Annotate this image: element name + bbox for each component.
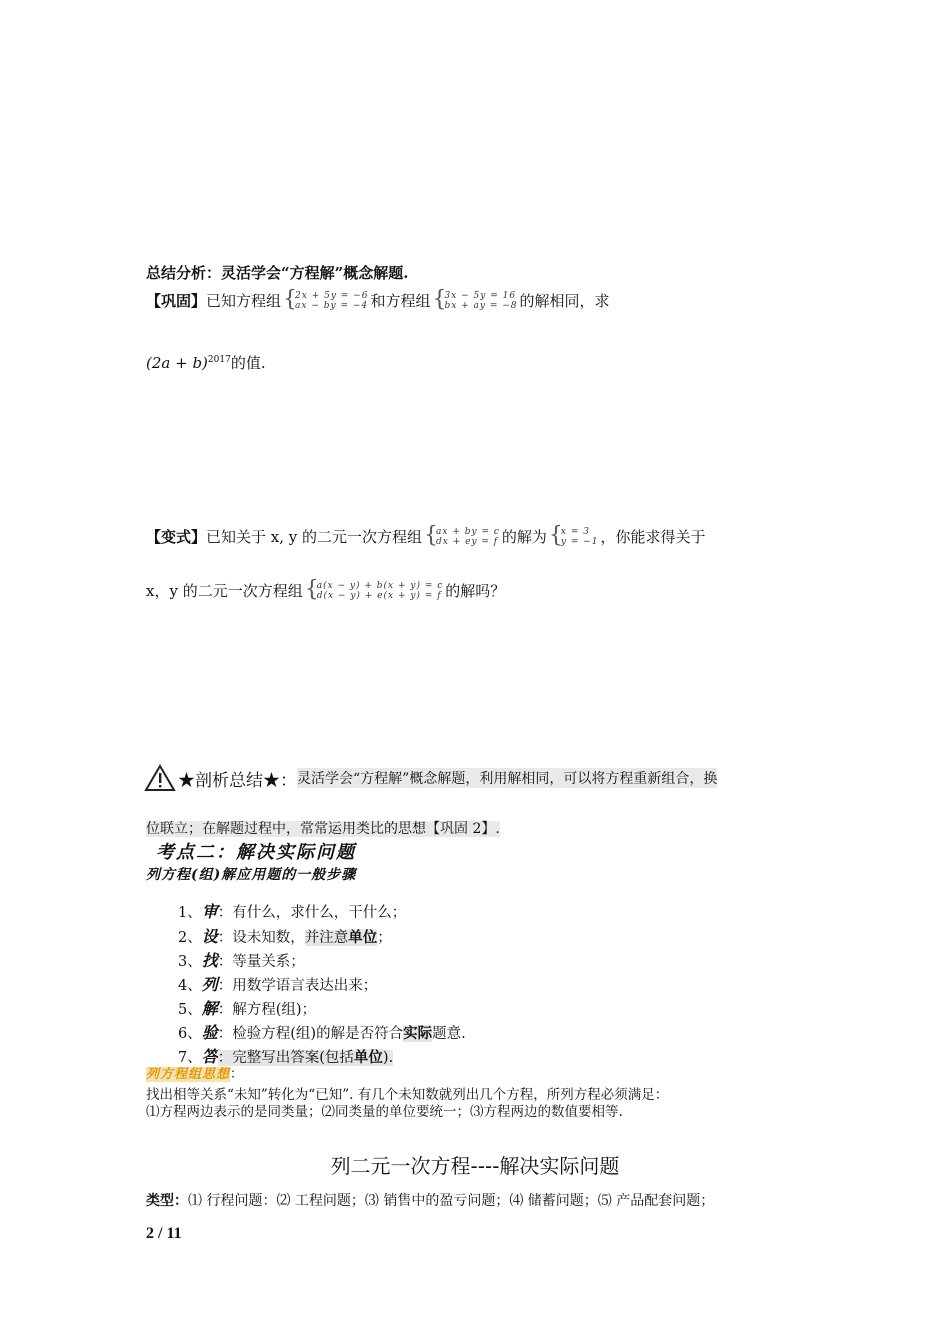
equation-system-4	[549, 527, 599, 547]
warning-icon	[144, 764, 176, 792]
kaodian2-title: 考点二：解决实际问题	[156, 842, 356, 863]
section-heading: 列二元一次方程----解决实际问题	[330, 1154, 620, 1178]
equation-row: d(x − y) + e(x + y) = f	[316, 590, 442, 601]
page-number: 2 / 11	[146, 1225, 182, 1242]
expr-tail: 的值.	[230, 354, 266, 372]
bianshi-line2-a: x，y 的二元一次方程组	[146, 582, 303, 600]
gonggu-problem	[146, 290, 610, 311]
bianshi-text-1: 已知关于 x, y 的二元一次方程组	[206, 528, 423, 546]
equation-system-2	[432, 291, 517, 311]
analysis-label: ★剖析总结★：	[178, 770, 297, 791]
step-highlight: 并注意	[304, 930, 349, 946]
types-text: ⑴ 行程问题：⑵ 工程问题；⑶ 销售中的盈亏问题；⑷ 储蓄问题；⑸ 产品配套问题；	[188, 1193, 715, 1209]
step-number: 7、	[178, 1050, 202, 1066]
types-label: 类型：	[146, 1193, 188, 1209]
analysis-text-1: 灵活学会“方程解”概念解题，利用解相同，可以将方程重新组合，换	[297, 768, 717, 788]
step-key: 设	[201, 927, 218, 946]
bianshi-tag: 【变式】	[146, 528, 207, 546]
step-item	[178, 1020, 466, 1043]
equation-row: y = −1	[560, 536, 599, 547]
step-text-post: ).	[382, 1050, 394, 1066]
analysis-line-1	[144, 764, 717, 792]
step-bold: 单位	[353, 1049, 383, 1066]
thinking-title-row	[146, 1063, 243, 1082]
step-text: ：完整写出答案(包括	[217, 1050, 354, 1066]
step-text: ：等量关系；	[217, 954, 305, 970]
analysis-line-2	[146, 818, 500, 838]
equation-system-3	[424, 527, 500, 547]
expr-base: (2a + b)	[146, 354, 208, 372]
thinking-line-2: ⑴方程两边表示的是同类量；⑵同类量的单位要统一；⑶方程两边的数值要相等.	[146, 1104, 623, 1120]
equation-row: ax − by = −4	[295, 300, 369, 311]
bianshi-line-2	[146, 580, 505, 601]
gonggu-text-2: 和方程组	[370, 292, 431, 310]
step-text-post: 题意.	[432, 1026, 466, 1042]
bianshi-line2-b: 的解吗？	[445, 582, 506, 600]
equation-row: { a(x − y) + b(x + y) = c	[316, 580, 444, 591]
step-key: 找	[201, 951, 218, 970]
step-item	[178, 899, 406, 922]
gonggu-text-1: 已知方程组	[206, 292, 282, 310]
step-bold: 单位	[348, 929, 378, 946]
step-number: 2、	[178, 930, 202, 946]
step-text: ：解方程(组	[217, 1002, 296, 1018]
step-bold: 实际	[403, 1025, 433, 1042]
step-number: 3、	[178, 954, 202, 970]
bianshi-problem	[146, 526, 706, 547]
bianshi-text-2: 的解为	[501, 528, 547, 546]
expr-exponent: 2017	[207, 355, 231, 365]
gonggu-tag: 【巩固】	[146, 292, 207, 310]
step-text-post: )；	[295, 1002, 317, 1018]
summary-title: 总结分析：灵活学会“方程解”概念解题.	[146, 264, 409, 282]
equation-row: { ax + by = c	[436, 526, 500, 537]
step-text: ：用数学语言表达出来；	[217, 978, 378, 994]
step-number: 5、	[178, 1002, 202, 1018]
equation-row: { 3x − 5y = 16	[444, 290, 517, 301]
types-line	[146, 1190, 714, 1210]
thinking-line-1: 找出相等关系“未知”转化为“已知”. 有几个未知数就列出几个方程，所列方程必须满足：	[146, 1087, 669, 1103]
analysis-text-2: 位联立；在解题过程中，常常运用类比的思想【巩固 2】.	[146, 821, 500, 837]
step-text: ：有什么，求什么，干什么；	[217, 905, 407, 921]
equation-system-5	[305, 581, 444, 601]
step-text-post: ；	[377, 930, 392, 946]
step-key: 解	[201, 999, 218, 1018]
kaodian2-subtitle: 列方程(组)解应用题的一般步骤	[146, 867, 357, 883]
bianshi-text-3: ，你能求得关于	[600, 528, 706, 546]
step-item	[178, 924, 392, 947]
equation-row: bx + ay = −8	[444, 300, 518, 311]
thinking-colon: ：	[230, 1067, 244, 1082]
step-text: ：检验方程(组)的解是否符合	[217, 1026, 404, 1042]
step-key: 验	[201, 1023, 218, 1042]
equation-row: { 2x + 5y = −6	[295, 290, 369, 301]
step-item	[178, 972, 377, 995]
step-number: 1、	[178, 905, 202, 921]
step-number: 4、	[178, 978, 202, 994]
equation-system-1	[283, 291, 368, 311]
step-text: ：设未知数，	[217, 930, 305, 946]
step-item	[178, 996, 316, 1019]
step-item	[178, 948, 305, 971]
equation-row: dx + ey = f	[436, 536, 499, 547]
equation-row: { x = 3	[560, 526, 590, 537]
step-key: 列	[201, 975, 218, 994]
thinking-title: 列方程组思想	[146, 1067, 231, 1082]
step-key: 答	[201, 1047, 218, 1066]
gonggu-text-3: 的解相同，求	[519, 292, 610, 310]
step-key: 审	[201, 902, 218, 921]
step-number: 6、	[178, 1026, 202, 1042]
power-expression	[146, 352, 266, 373]
